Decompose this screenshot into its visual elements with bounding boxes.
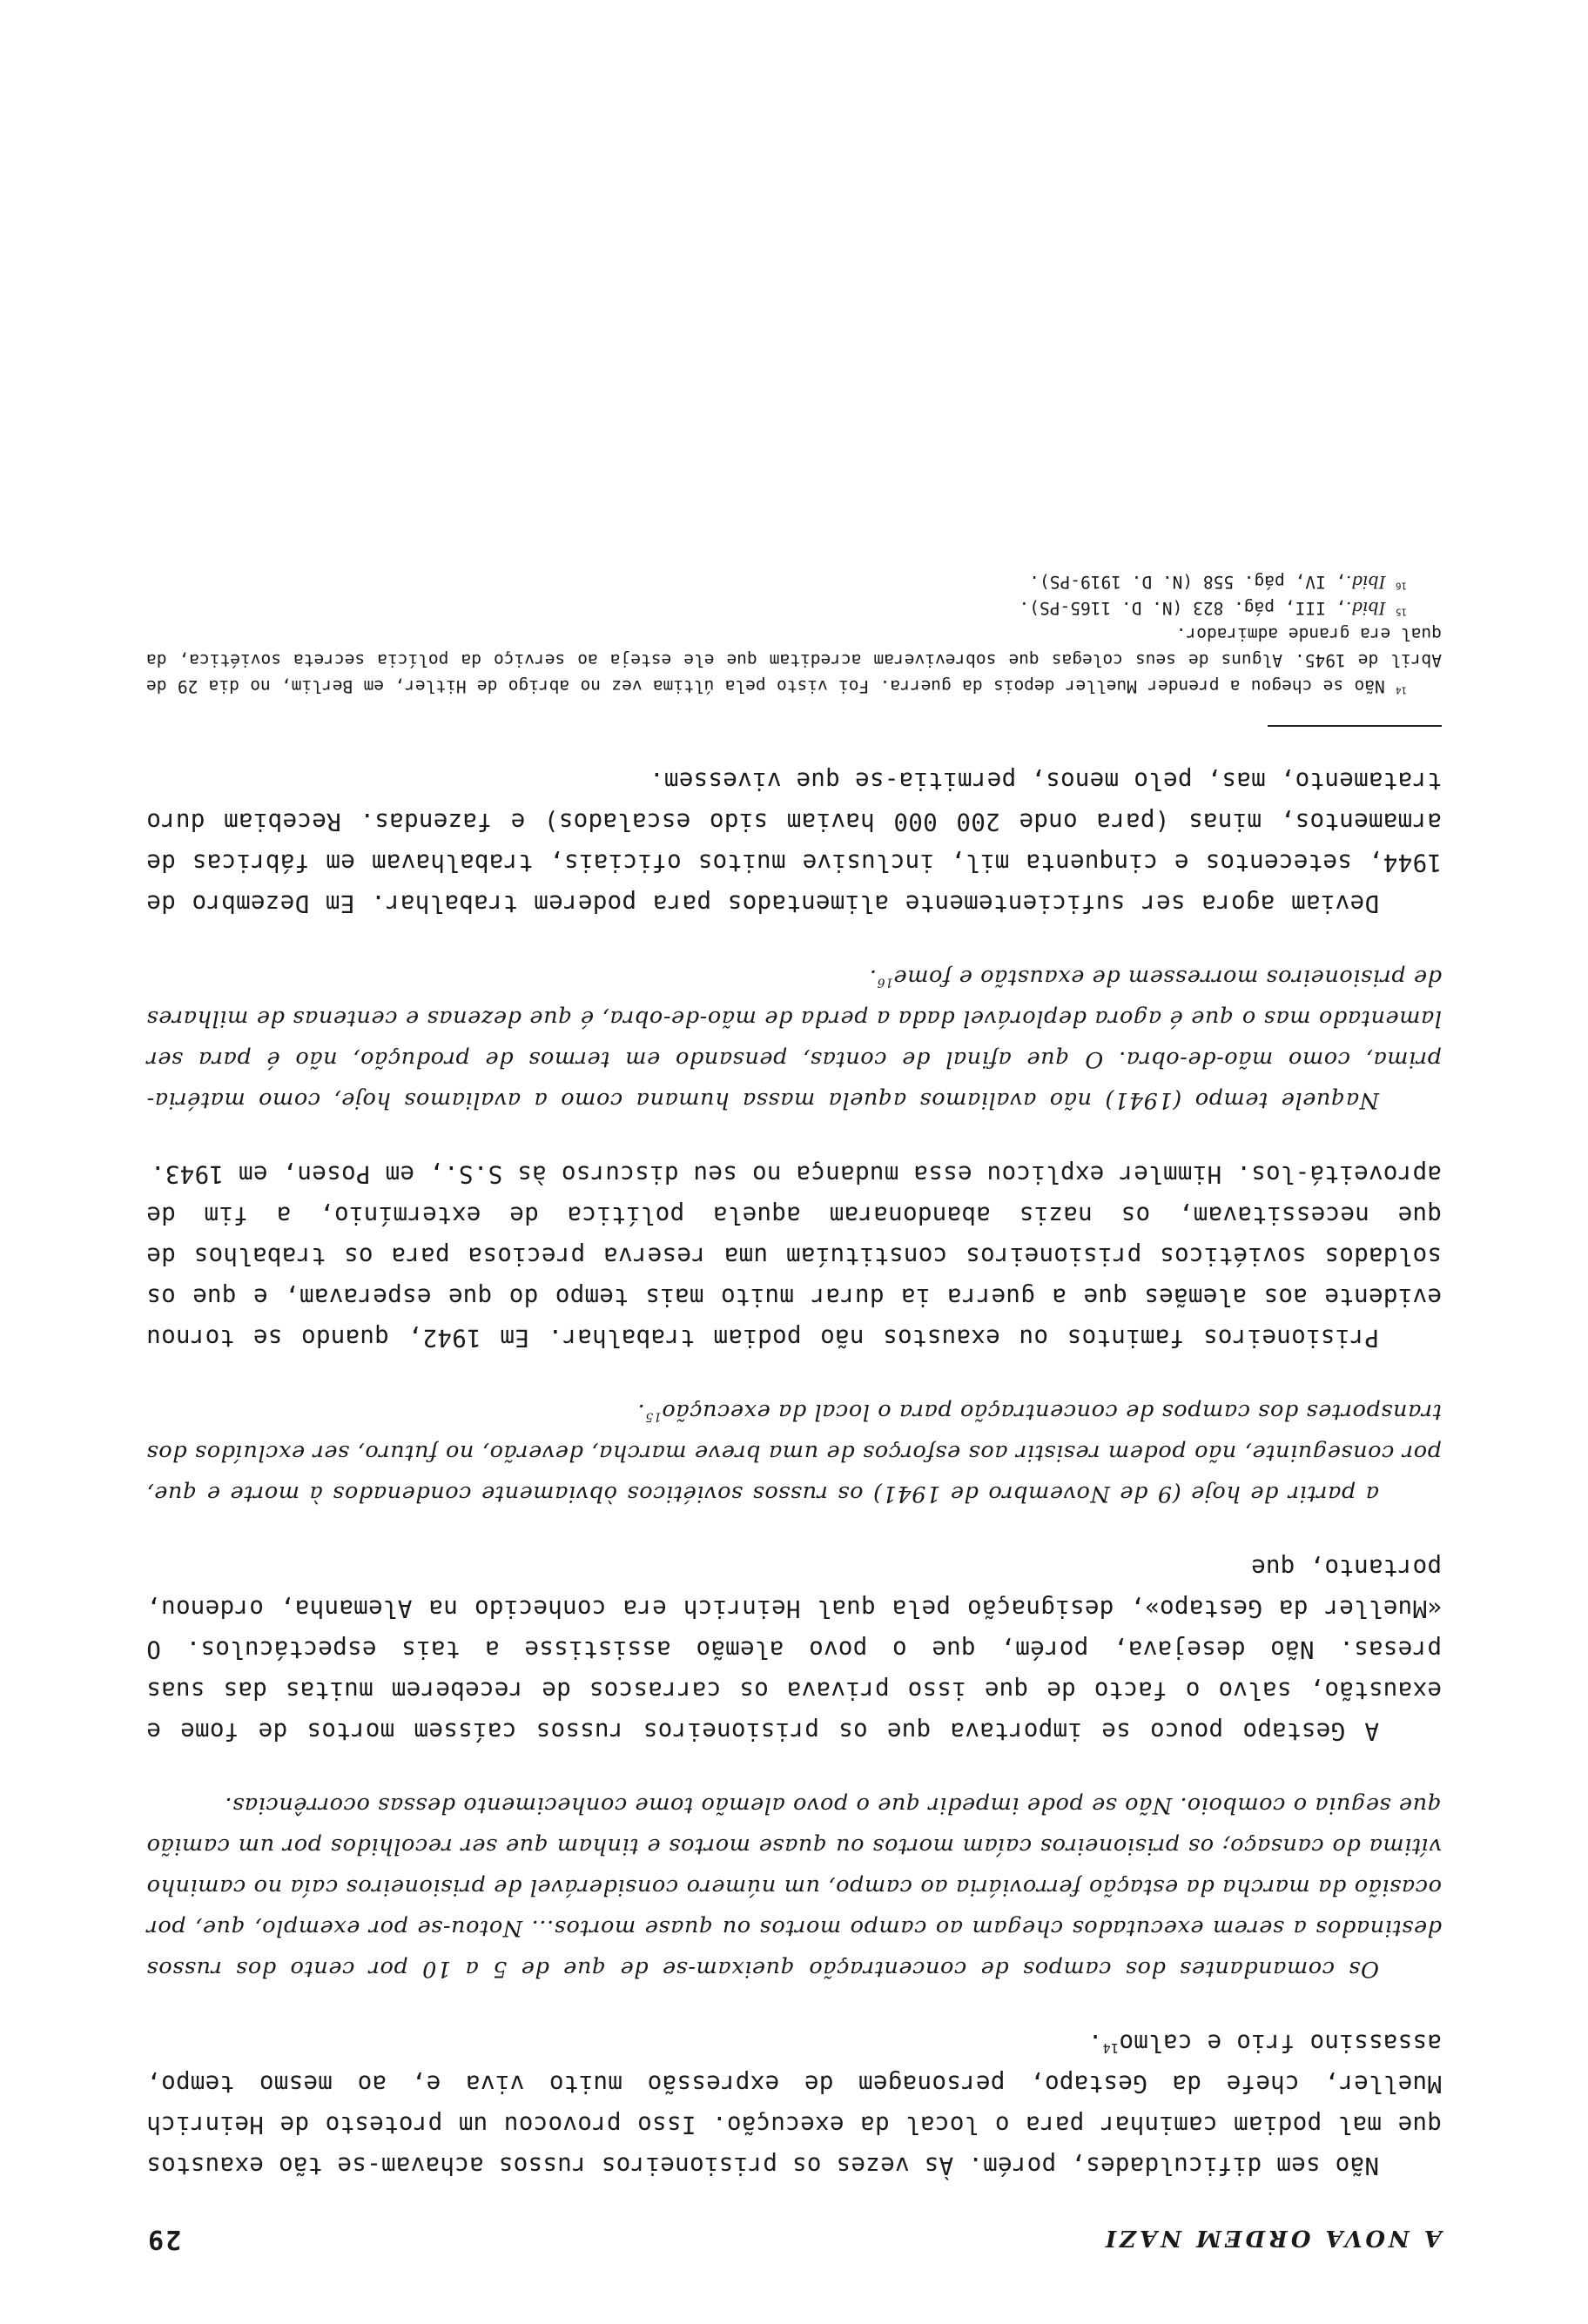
footnote	[146, 568, 1442, 594]
quote-paragraph	[146, 1391, 1442, 1514]
quote-paragraph	[146, 957, 1442, 1120]
paragraph-tail: .	[637, 1399, 645, 1425]
footnote-ref: 16	[876, 975, 893, 990]
footnote-ref: 15	[644, 1409, 662, 1424]
paragraph-tail: .	[869, 964, 877, 991]
footnote-text: Não se chegou a prender Mueller depois da guerra. Foi visto pela última vez no abrigo de Hitler, em Berlim, no dia 29 de Abril de 1945. Alguns de seus colegas que sobreviveram acreditam que ele esteja ao serviço da polícia secreta soviética, da qual era grande admirador.	[146, 624, 1442, 696]
paragraph	[146, 2022, 1442, 2186]
footnote-text: , III, pág. 823 (N. D. 1165-PS).	[1019, 598, 1347, 618]
paragraph-text: Prisioneiros famintos ou exaustos não podiam trabalhar. Em 1942, quando se tornou evidente aos alemães que a guerra ia durar muito mais tempo do que esperavam, e que os soldados soviéticos prisioneiros constituíam uma reserva preciosa para os trabalhos de que necessitavam, os nazis abandonaram aquela política de extermínio, a fim de aproveitá-los. Himmler explicou essa mudança no seu discurso às S.S., em Posen, em 1943.	[146, 1160, 1442, 1352]
paragraph-text: Deviam agora ser suficientemente alimentados para poderem trabalhar. Em Dezembro de 1944, setecentos e cinquenta mil, inclusive muitos oficiais, trabalhavam em fábricas de armamentos, minas (para onde 200 000 haviam sido escalados) e fazendas. Recebiam duro tratamento, mas, pelo menos, permitia-se que vivessem.	[146, 767, 1442, 917]
paragraph-tail: .	[1087, 2029, 1103, 2057]
footnote-text: , IV, pág. 558 (N. D. 1919-PS).	[1029, 572, 1347, 592]
page-content	[146, 568, 1442, 2254]
footnote	[146, 594, 1442, 621]
footnote	[146, 621, 1442, 699]
footnote-marker: 15	[1396, 606, 1407, 618]
paragraph-text: A Gestapo pouco se importava que os prisioneiros russos caíssem mortos de fome e exaustão, salvo o facto de que isso privava os carrascos de receberem muitas das suas presas. Não desejava, porém, que o povo alemão assistisse a tais espectáculos. O «Mueller da Gestapo», designação pela qual Heinrich era conhecido na Alemanha, ordenou, portanto, que	[146, 1554, 1442, 1745]
paragraph-text: Os comandantes dos campos de concentração queixam-se de que de 5 a 10 por cento dos russos destinados a serem executados chegam ao campo mortos ou quase mortos... Notou-se por exemplo, que, por ocasião da marcha da estação ferroviária ao campo, um número considerável de prisioneiros caía no caminho vítima do cansaço; os prisioneiros caíam mortos ou quase mortos e tinham que ser recolhidos por um camião que seguia o comboio. Não se pode impedir que o povo alemão tome conhecimento dessas ocorrências.	[146, 1792, 1442, 1982]
footnote-ibid: Ibid.	[1346, 572, 1386, 592]
paragraph-text: Naquele tempo (1941) não avaliamos aquela massa humana como a avaliamos hoje, como matéria-prima, como mão-de-obra. O que afinal de contas, pensando em termos de produção, não é para ser lamentado mas o que é agora deplorável dada a perda de mão-de-obra, é que dezenas e centenas de milhares de prisioneiros morressem de exaustão e fome	[146, 964, 1442, 1113]
footnote-separator	[1268, 725, 1442, 727]
paragraph	[146, 760, 1442, 924]
footnote-ref: 14	[1102, 2040, 1120, 2057]
footnote-marker: 14	[1396, 684, 1407, 696]
paragraph-text: Não sem dificuldades, porém. Às vezes os prisioneiros russos achavam-se tão exaustos que mal podiam caminhar para o local da execução. Isso provocou um protesto de Heinrich Mueller, chefe da Gestapo, personagem de expressão muito viva e, ao mesmo tempo, assassino frio e calmo	[146, 2029, 1442, 2180]
paragraph	[146, 1547, 1442, 1751]
paragraph	[146, 1153, 1442, 1358]
footnote-ibid: Ibid.	[1346, 598, 1386, 618]
quote-paragraph	[146, 1784, 1442, 1989]
running-title: A NOVA ORDEM NAZI	[1101, 2225, 1442, 2251]
running-header	[146, 2224, 1442, 2254]
paragraph-text: a partir de hoje (9 de Novembro de 1941) os russos soviéticos òbviamente condenados à morte e que, por conseguinte, não podem resistir aos esforços de uma breve marcha, deverão, no futuro, ser excluídos dos transportes dos campos de concentração para o local da execução	[146, 1399, 1442, 1507]
footnote-marker: 16	[1396, 580, 1407, 592]
page-number: 29	[146, 2224, 182, 2254]
